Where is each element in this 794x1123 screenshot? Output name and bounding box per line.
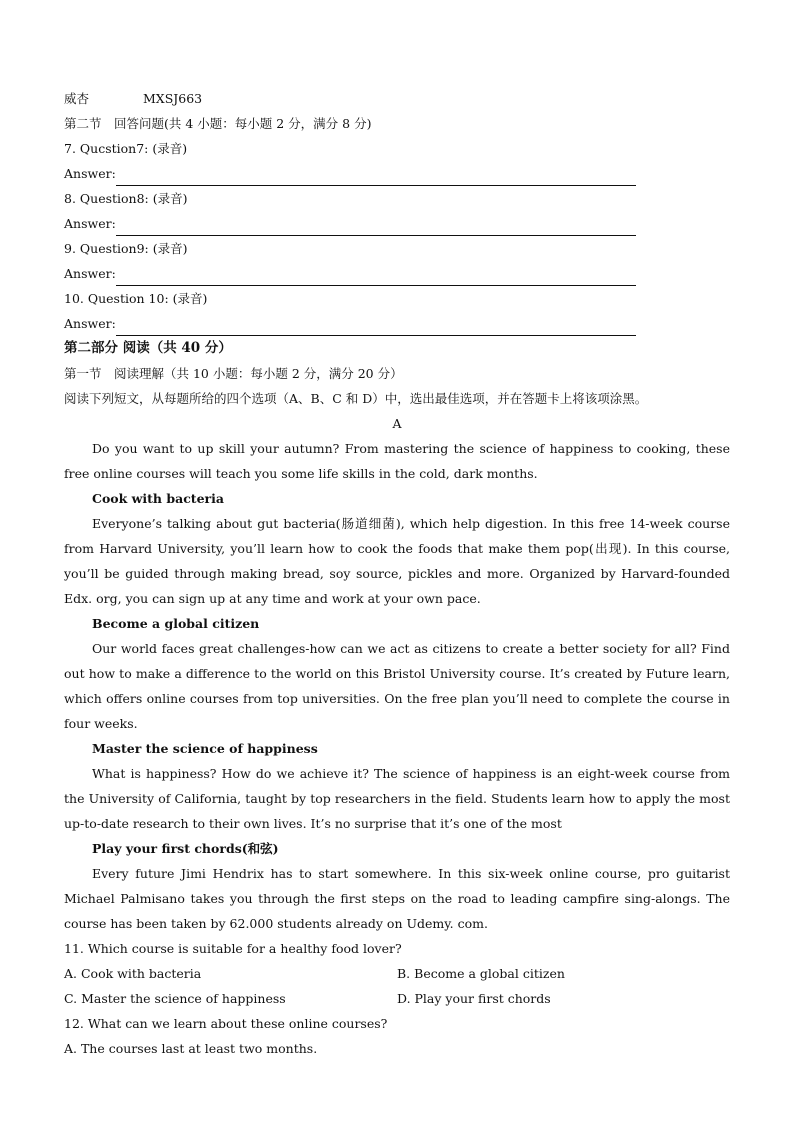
section-title-answer-questions: 第二节 回答问题(共 4 小题：每小题 2 分，满分 8 分) (64, 116, 372, 131)
author-name: 威杏 (64, 91, 90, 106)
course-title-chords: Play your first chords(和弦) (92, 841, 279, 856)
course-title-global: Become a global citizen (92, 616, 260, 631)
answer-label: Answer: (64, 316, 116, 331)
passage-intro: Do you want to up skill your autumn? From mastering the science of happiness to cooking, these free online courses will teach you some life skills in the cold, dark months. (64, 441, 730, 481)
question-12-stem: 12. What can we learn about these online courses? (64, 1016, 388, 1031)
answer-rule[interactable] (116, 168, 636, 186)
answer-line-7[interactable] (64, 161, 730, 186)
answer-rule[interactable] (116, 318, 636, 336)
passage-label: A (392, 416, 402, 431)
course-title-cook: Cook with bacteria (92, 491, 224, 506)
question-12-option-a[interactable]: A. The courses last at least two months. (64, 1041, 318, 1056)
answer-line-10[interactable] (64, 311, 730, 336)
reading-section-title: 第一节 阅读理解（共 10 小题：每小题 2 分，满分 20 分） (64, 366, 403, 381)
option-b[interactable]: B. Become a global citizen (397, 966, 565, 981)
question-11-stem: 11. Which course is suitable for a healthy food lover? (64, 941, 402, 956)
answer-rule[interactable] (116, 268, 636, 286)
answer-line-8[interactable] (64, 211, 730, 236)
course-text-global: Our world faces great challenges-how can we act as citizens to create a better society for all? Find out how to make a difference to the world on this Bristol University course. It’s created by Future learn, which offers online courses from top universities. On the free plan you’ll need to complete the course in four weeks. (64, 641, 730, 731)
answer-line-9[interactable] (64, 261, 730, 286)
question-7: 7. Qucstion7: (录音) (64, 141, 188, 156)
question-10: 10. Question 10: (录音) (64, 291, 208, 306)
course-title-happiness: Master the science of happiness (92, 741, 318, 756)
reading-instruction: 阅读下列短文，从每题所给的四个选项（A、B、C 和 D）中，选出最佳选项，并在答题卡上将该项涂黑。 (64, 391, 648, 406)
option-d[interactable]: D. Play your first chords (397, 991, 551, 1006)
exam-page (64, 86, 730, 1061)
course-text-chords: Every future Jimi Hendrix has to start somewhere. In this six-week online course, pro guitarist Michael Palmisano takes you through the first steps on the road to leading campfire sing-alongs. The course has been taken by 62.000 students already on Udemy. com. (64, 866, 730, 931)
document-code: MXSJ663 (143, 91, 203, 106)
page-header (64, 86, 730, 111)
answer-label: Answer: (64, 216, 116, 231)
course-text-happiness: What is happiness? How do we achieve it? The science of happiness is an eight-week course from the University of California, taught by top researchers in the field. Students learn how to apply the most up-to-date research to their own lives. It’s no surprise that it’s one of the most (64, 766, 730, 831)
question-11-options-row1 (64, 961, 730, 986)
answer-rule[interactable] (116, 218, 636, 236)
part-two-title: 第二部分 阅读（共 40 分） (64, 340, 232, 356)
option-c[interactable]: C. Master the science of happiness (64, 991, 286, 1006)
answer-label: Answer: (64, 266, 116, 281)
question-11-options-row2 (64, 986, 730, 1011)
question-8: 8. Question8: (录音) (64, 191, 188, 206)
question-9: 9. Question9: (录音) (64, 241, 188, 256)
course-text-cook: Everyone’s talking about gut bacteria(肠道细菌), which help digestion. In this free 14-week course from Harvard University, you’ll learn how to cook the foods that make them pop(出现). In this course, you’ll be guided through making bread, soy source, pickles and more. Organized by Harvard-founded Edx. org, you can sign up at any time and work at your own pace. (64, 516, 730, 606)
answer-label: Answer: (64, 166, 116, 181)
option-a[interactable]: A. Cook with bacteria (64, 966, 202, 981)
